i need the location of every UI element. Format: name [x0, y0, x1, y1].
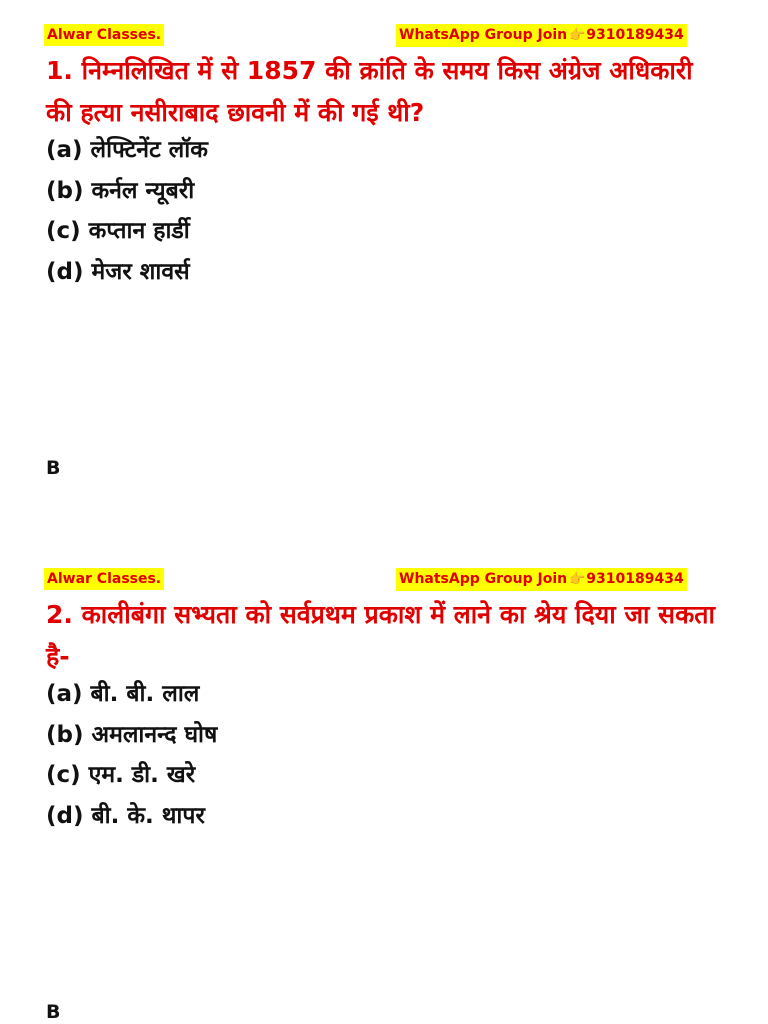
option-a: (a) लेफ्टिनेंट लॉक — [46, 137, 208, 163]
question-text: 1. निम्नलिखित में से 1857 की क्रांति के समय किस अंग्रेज अधिकारी की हत्या नसीराबाद छावनी में की गई थी? — [46, 56, 693, 127]
channel-name-label: Alwar Classes. — [44, 568, 164, 590]
header-row — [0, 24, 768, 46]
option-c: (c) एम. डी. खरे — [46, 762, 196, 788]
answer-key: B — [46, 1001, 61, 1023]
options-list — [46, 130, 726, 292]
whatsapp-join-label — [396, 568, 687, 591]
option-a: (a) बी. बी. लाल — [46, 681, 200, 707]
pointing-hand-icon: 👉 — [569, 572, 586, 587]
answer-key: B — [46, 457, 61, 479]
option-c: (c) कप्तान हार्डी — [46, 218, 190, 244]
option-b: (b) अमलानन्द घोष — [46, 721, 218, 748]
option-b: (b) कर्नल न्यूबरी — [46, 177, 195, 204]
whatsapp-join-label — [396, 24, 687, 47]
whatsapp-join-text: WhatsApp Group Join — [399, 27, 568, 43]
question-text: 2. कालीबंगा सभ्यता को सर्वप्रथम प्रकाश में लाने का श्रेय दिया जा सकता है- — [46, 600, 716, 671]
option-d: (d) मेजर शावर्स — [46, 258, 190, 285]
options-list — [46, 674, 726, 836]
option-d: (d) बी. के. थापर — [46, 802, 205, 829]
channel-name-label: Alwar Classes. — [44, 24, 164, 46]
header-row — [0, 568, 768, 590]
phone-number: 9310189434 — [586, 571, 684, 587]
pointing-hand-icon: 👉 — [569, 28, 586, 43]
whatsapp-join-text: WhatsApp Group Join — [399, 571, 568, 587]
phone-number: 9310189434 — [586, 27, 684, 43]
